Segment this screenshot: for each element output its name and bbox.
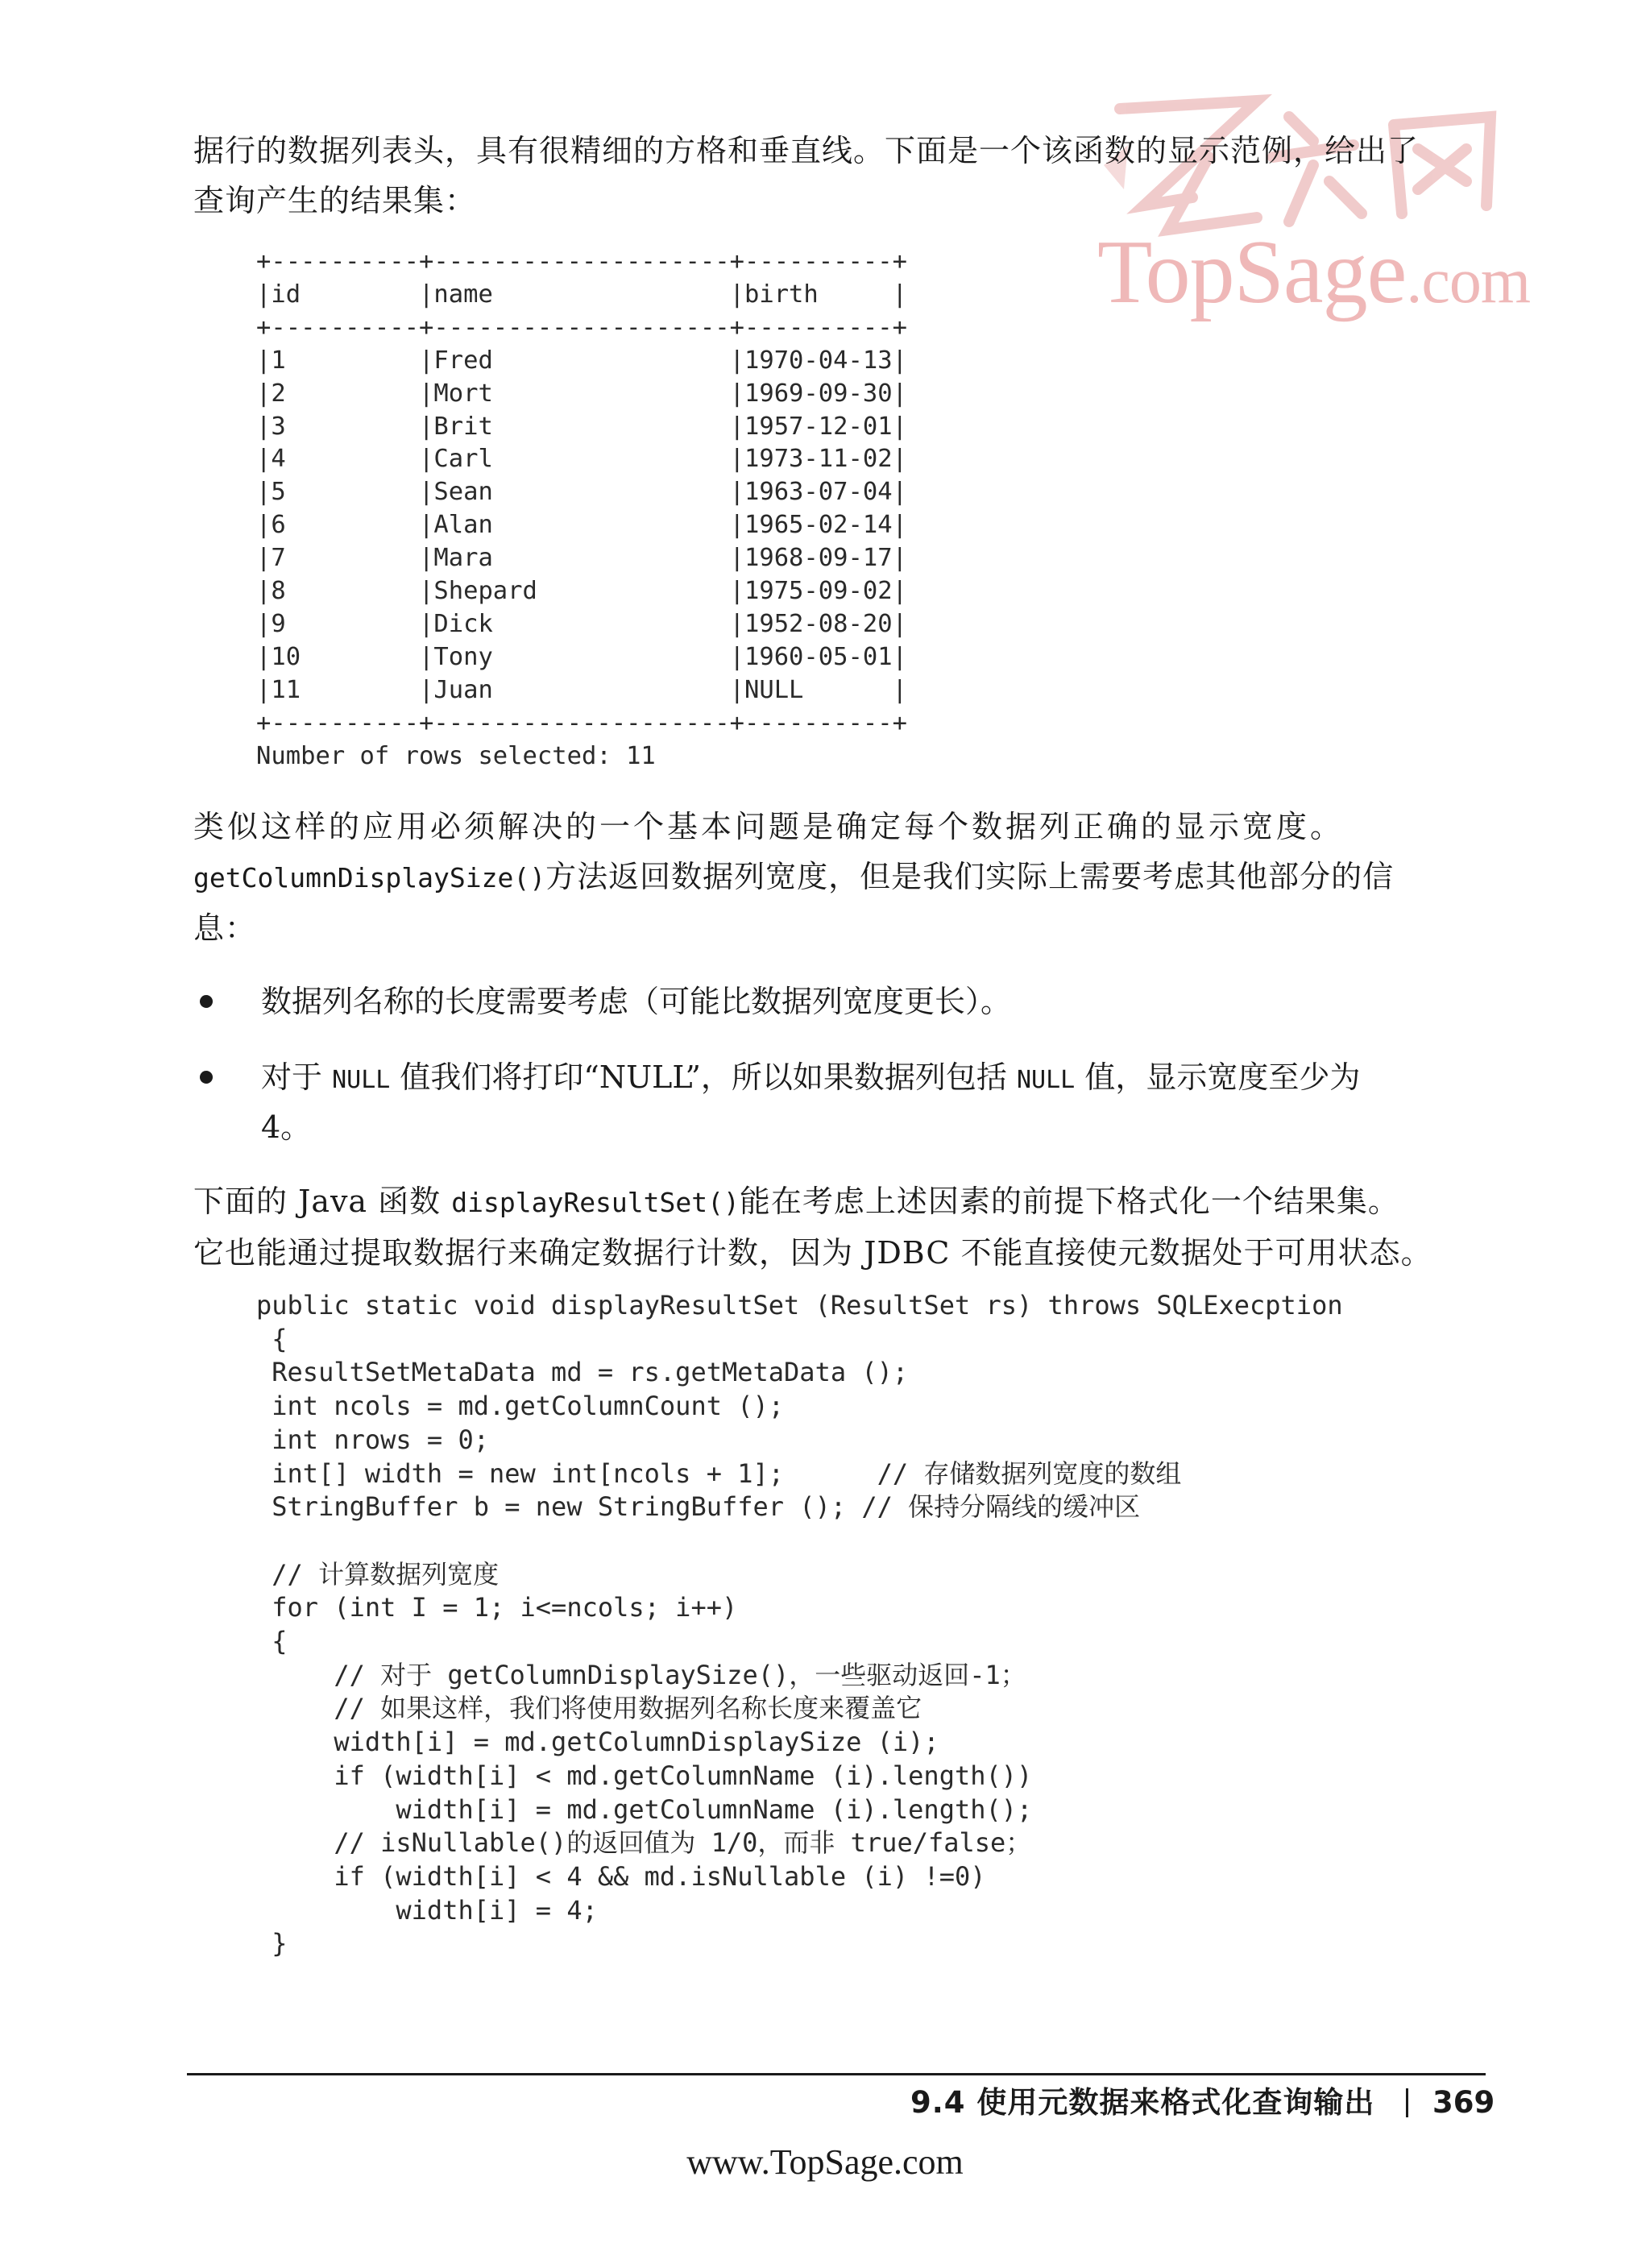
table-border: +----------+--------------------+----------+ (256, 313, 907, 342)
code-line: // 如果这样，我们将使用数据列名称长度来覆盖它 (256, 1693, 922, 1724)
para3-line-1: 下面的 Java 函数 displayResultSet()能在考虑上述因素的前提下格式化一个结果集。 (193, 1184, 1399, 1219)
intro-line-1: 据行的数据列表头，具有很精细的方格和垂直线。下面是一个该函数的显示范例，给出了 (193, 133, 1420, 168)
para2-line-2-text: 方法返回数据列宽度，但是我们实际上需要考虑其他部分的信 (545, 859, 1395, 894)
code-line: // 计算数据列宽度 (256, 1558, 500, 1590)
table-header-row: |id |name |birth | (256, 280, 907, 309)
footer-divider (187, 2073, 1486, 2075)
java-code-listing (256, 1289, 1343, 1961)
site-url: www.TopSage.com (686, 2142, 964, 2182)
table-row: |9 |Dick |1952-08-20| (256, 609, 907, 638)
table-row: |5 |Sean |1963-07-04| (256, 478, 907, 507)
code-line: } (256, 1928, 288, 1959)
code-line: if (width[i] < 4 && md.isNullable (i) !=0) (256, 1860, 986, 1892)
table-border: +----------+--------------------+----------+ (256, 708, 907, 737)
table-row: |1 |Fred |1970-04-13| (256, 346, 907, 375)
code-line (256, 1525, 272, 1556)
watermark-text: TopSage.com (1097, 222, 1531, 322)
code-line: public static void displayResultSet (ResultSet rs) throws SQLExecption (256, 1290, 1343, 1321)
code-line: int nrows = 0; (256, 1424, 489, 1455)
page-number: 369 (1432, 2085, 1495, 2120)
code-line: for (int I = 1; i<=ncols; i++) (256, 1592, 738, 1623)
code-line: width[i] = md.getColumnDisplaySize (i); (256, 1727, 939, 1758)
table-row: |7 |Mara |1968-09-17| (256, 544, 907, 573)
code-line: StringBuffer b = new StringBuffer (); // 保持分隔线的缓冲区 (256, 1491, 1141, 1523)
table-row: |4 |Carl |1973-11-02| (256, 445, 907, 474)
table-row: |3 |Brit |1957-12-01| (256, 412, 907, 441)
table-row: |10 |Tony |1960-05-01| (256, 642, 907, 671)
intro-paragraph (193, 126, 1466, 226)
bullet-icon (200, 995, 213, 1008)
table-row: |8 |Shepard |1975-09-02| (256, 577, 907, 606)
code-line: { (256, 1323, 288, 1354)
code-line: // isNullable()的返回值为 1/0，而非 true/false； (256, 1827, 1032, 1859)
bullet-icon (200, 1071, 213, 1084)
para2-line-1: 类似这样的应用必须解决的一个基本问题是确定每个数据列正确的显示宽度。 (193, 809, 1345, 844)
code-line: // 对于 getColumnDisplaySize()，一些驱动返回-1； (256, 1659, 1026, 1690)
bullet-text: 数据列名称的长度需要考虑（可能比数据列宽度更长）。 (261, 984, 1012, 1019)
running-footer-section: 9.4 使用元数据来格式化查询输出 (910, 2085, 1375, 2120)
para2-line-3: 息： (193, 910, 257, 946)
intro-line-2: 查询产生的结果集： (193, 183, 477, 218)
para2-line-2 (193, 852, 1466, 903)
display-width-paragraph (193, 802, 1466, 953)
footer-separator (1406, 2088, 1408, 2117)
code-line: { (256, 1626, 288, 1657)
para3-line-2: 它也能通过提取数据行来确定数据行计数，因为 JDBC 不能直接使元数据处于可用状态。 (193, 1235, 1432, 1271)
code-line: width[i] = md.getColumnName (i).length(); (256, 1793, 1033, 1825)
bullet-text: 对于 NULL 值我们将打印“NULL”，所以如果数据列包括 NULL 值，显示宽度至少为 4。 (261, 1059, 1361, 1145)
code-line: ResultSetMetaData md = rs.getMetaData (); (256, 1357, 909, 1388)
table-row: |11 |Juan |NULL | (256, 675, 907, 704)
table-border: +----------+--------------------+----------+ (256, 247, 907, 276)
method-name: getColumnDisplaySize() (193, 862, 546, 894)
result-set-table (256, 246, 907, 773)
table-row: |2 |Mort |1969-09-30| (256, 379, 907, 408)
code-line: if (width[i] < md.getColumnName (i).length()) (256, 1760, 1033, 1791)
table-row: |6 |Alan |1965-02-14| (256, 511, 907, 540)
code-line: width[i] = 4; (256, 1894, 598, 1926)
code-line: int ncols = md.getColumnCount (); (256, 1391, 785, 1422)
java-function-paragraph (193, 1176, 1466, 1278)
function-name: displayResultSet() (451, 1187, 740, 1218)
code-line: int[] width = new int[ncols + 1]; // 存储数据列宽度的数组 (256, 1457, 1182, 1489)
row-count: Number of rows selected: 11 (256, 741, 656, 770)
